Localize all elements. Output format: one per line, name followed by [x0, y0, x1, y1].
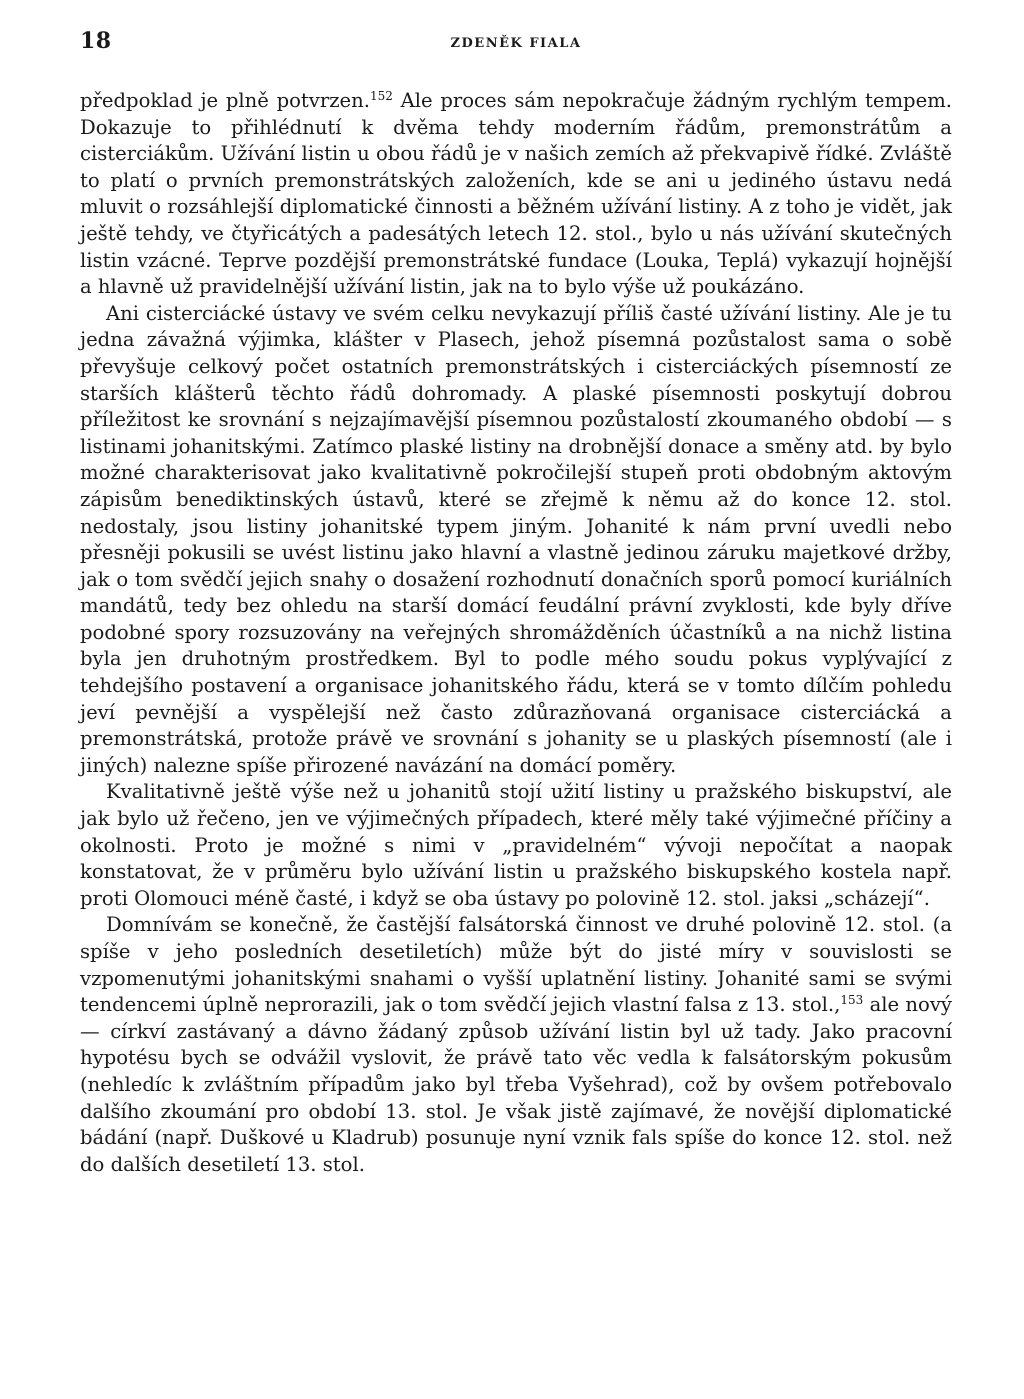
paragraph-4: [80, 912, 952, 1178]
book-page: [80, 28, 952, 1178]
paragraph-1: [80, 88, 952, 301]
paragraph-1-part-b: Ale proces sám nepokračuje žádným rychlým tempem. Dokazuje to přihlédnutí k dvěma tehdy moderním řádům, premonstrátům a cisterciákům. Užívání listin u obou řádů je v našich zemích až překvapivě řídké. Zvláště to platí o prvních premonstrátských založeních, kde se ani u jediného ústavu nedá mluvit o rozsáhlejší diplomatické činnosti a běžném užívání listiny. A z toho je vidět, jak ještě tehdy, ve čtyřicátých a padesátých letech 12. stol., bylo u nás užívání skutečných listin vzácné. Teprve pozdější premonstrátské fundace (Louka, Teplá) vykazují hojnější a hlavně už pravidelnější užívání listin, jak na to bylo výše už poukázáno.: [80, 89, 952, 299]
paragraph-2: Ani cisterciácké ústavy ve svém celku nevykazují příliš časté užívání listiny. Ale je tu jedna závažná výjimka, klášter v Plasech, jehož písemná pozůstalost sama o sobě převyšuje celkový počet ostatních premonstrátských i cisterciáckých písemností ze starších klášterů těchto řádů dohromady. A plaské písemnosti poskytují dobrou příležitost ke srovnání s nejzajímavější písemnou pozůstalostí zkoumaného období — s listinami johanitskými. Zatímco plaské listiny na drobnější donace a směny atd. by bylo možné charakterisovat jako kvalitativně pokročilejší stupeň proti obdobným aktovým zápisům benediktinských ústavů, které se zřejmě k němu až do konce 12. stol. nedostaly, jsou listiny johanitské typem jiným. Johanité k nám první uvedli nebo přesněji pokusili se uvést listinu jako hlavní a vlastně jedinou záruku majetkové držby, jak o tom svědčí jejich snahy o dosažení rozhodnutí donačních sporů pomocí kuriálních mandátů, tedy bez ohledu na starší domácí feudální právní zvyklosti, kde byly dříve podobné spory rozsuzovány na veřejných shromážděních účastníků a na nichž listina byla jen druhotným prostředkem. Byl to podle mého soudu pokus vyplývající z tehdejšího postavení a organisace johanitského řádu, která se v tomto dílčím pohledu jeví pevnější a vyspělejší než často zdůrazňovaná organisace cisterciácká a premonstrátská, protože právě ve srovnání s johanity se u plaských písemností (ale i jiných) nalezne spíše přirozené navázání na domácí poměry.: [80, 301, 952, 777]
footnote-ref-152: 152: [369, 88, 393, 103]
paragraph-3: Kvalitativně ještě výše než u johanitů stojí užití listiny u pražského biskupství, ale jak bylo už řečeno, jen ve výjimečných případech, které měly také výjimečné příčiny a okolnosti. Proto je možné s nimi v „pravidelném“ vývoji nepočítat a naopak konstatovat, že v průměru bylo užívání listin u pražského biskupského kostela např. proti Olomouci méně časté, i když se oba ústavy po polovině 12. stol. jaksi „scházejí“.: [80, 780, 952, 910]
paragraph-1-part-a: předpoklad je plně potvrzen.: [80, 89, 370, 112]
running-title: ZDENĚK FIALA: [450, 36, 582, 51]
body-text: [80, 88, 952, 1178]
footnote-ref-153: 153: [840, 993, 864, 1007]
paragraph-4-part-a: Domnívám se konečně, že častější falsátorská činnost ve druhé polovině 12. stol. (a spíše v jeho posledních desetiletích) může být do jisté míry v souvislosti se vzpomenutými johanitskými snahami o vyšší uplatnění listiny. Johanité sami se svými tendencemi úplně neprorazili, jak o tom svědčí jejich vlastní falsa z 13. stol.,: [80, 913, 952, 1017]
page-number: 18: [80, 28, 112, 54]
page-header: [80, 28, 952, 68]
paragraph-4-part-b: ale nový — církví zastávaný a dávno žádaný způsob užívání listin byl už tady. Jako pracovní hypotésu bych se odvážil vyslovit, že právě tato věc vedla k falsátorským pokusům (nehledíc k zvláštním případům jako byl třeba Vyšehrad), což by ovšem potřebovalo dalšího zkoumání pro období 13. stol. Je však jistě zajímavé, že novější diplomatické bádání (např. Duškové u Kladrub) posunuje nyní vznik fals spíše do konce 12. stol. než do dalších desetiletí 13. stol.: [80, 993, 952, 1176]
